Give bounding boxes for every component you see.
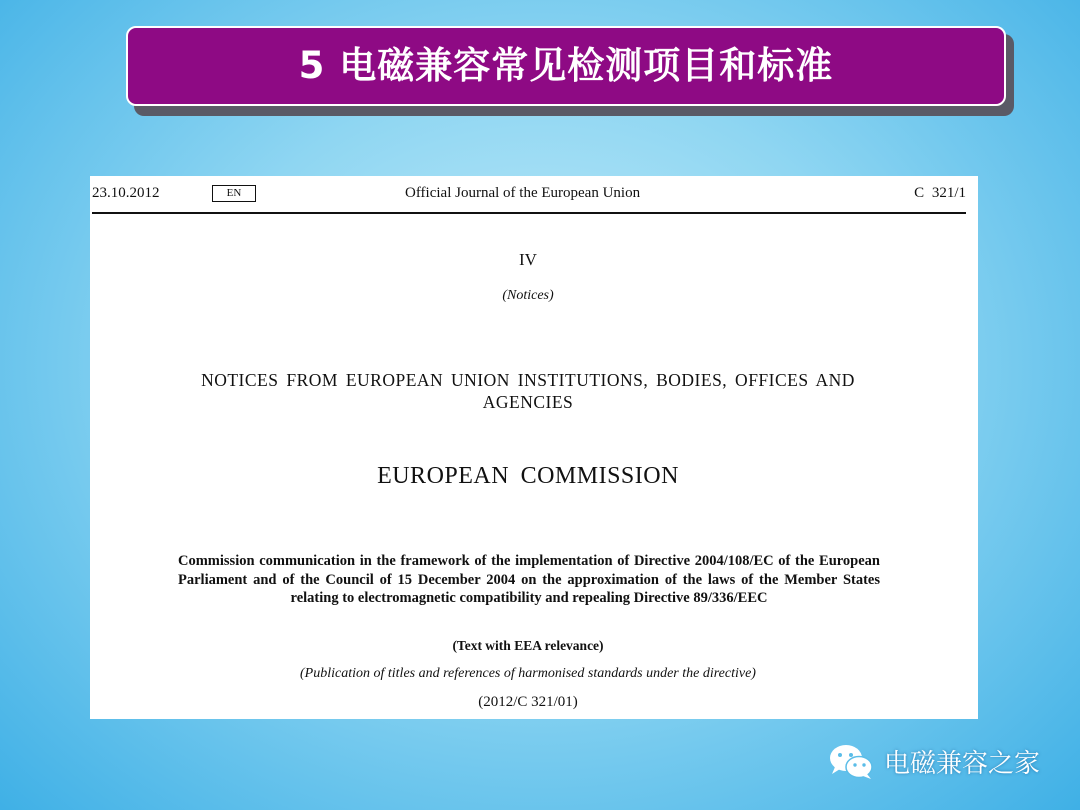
journal-name: Official Journal of the European Union (405, 185, 641, 201)
wechat-icon (826, 741, 876, 781)
wechat-account-name: 电磁兼容之家 (884, 749, 1041, 779)
eea-note: (Text with EEA relevance) (452, 638, 604, 653)
institution-heading: EUROPEAN COMMISSION (377, 463, 679, 489)
document-reference: (2012/C 321/01) (478, 694, 578, 710)
language-badge: EN (212, 185, 256, 202)
notices-heading: NOTICES FROM EUROPEAN UNION INSTITUTIONS, BODIES, OFFICES AND AGENCIES (201, 370, 855, 412)
part-number: IV (519, 250, 537, 269)
journal-date: 23.10.2012 (92, 185, 160, 201)
slide-title: 5 电磁兼容常见检测项目和标准 (126, 26, 1006, 106)
section-label: (Notices) (502, 288, 554, 303)
header-rule (92, 212, 966, 214)
journal-page-image (90, 176, 978, 719)
communication-title: Commission communication in the framework of the implementation of Directive 2004/108/EC of the European Parliament and of the Council of 15 December 2004 on the approximation of the laws of the Member States relating to electromagnetic compatibility and repealing Directive 89/336/EEC (178, 553, 880, 606)
publication-note: (Publication of titles and references of harmonised standards under the directive) (300, 666, 756, 681)
journal-page-ref: C 321/1 (914, 185, 966, 201)
